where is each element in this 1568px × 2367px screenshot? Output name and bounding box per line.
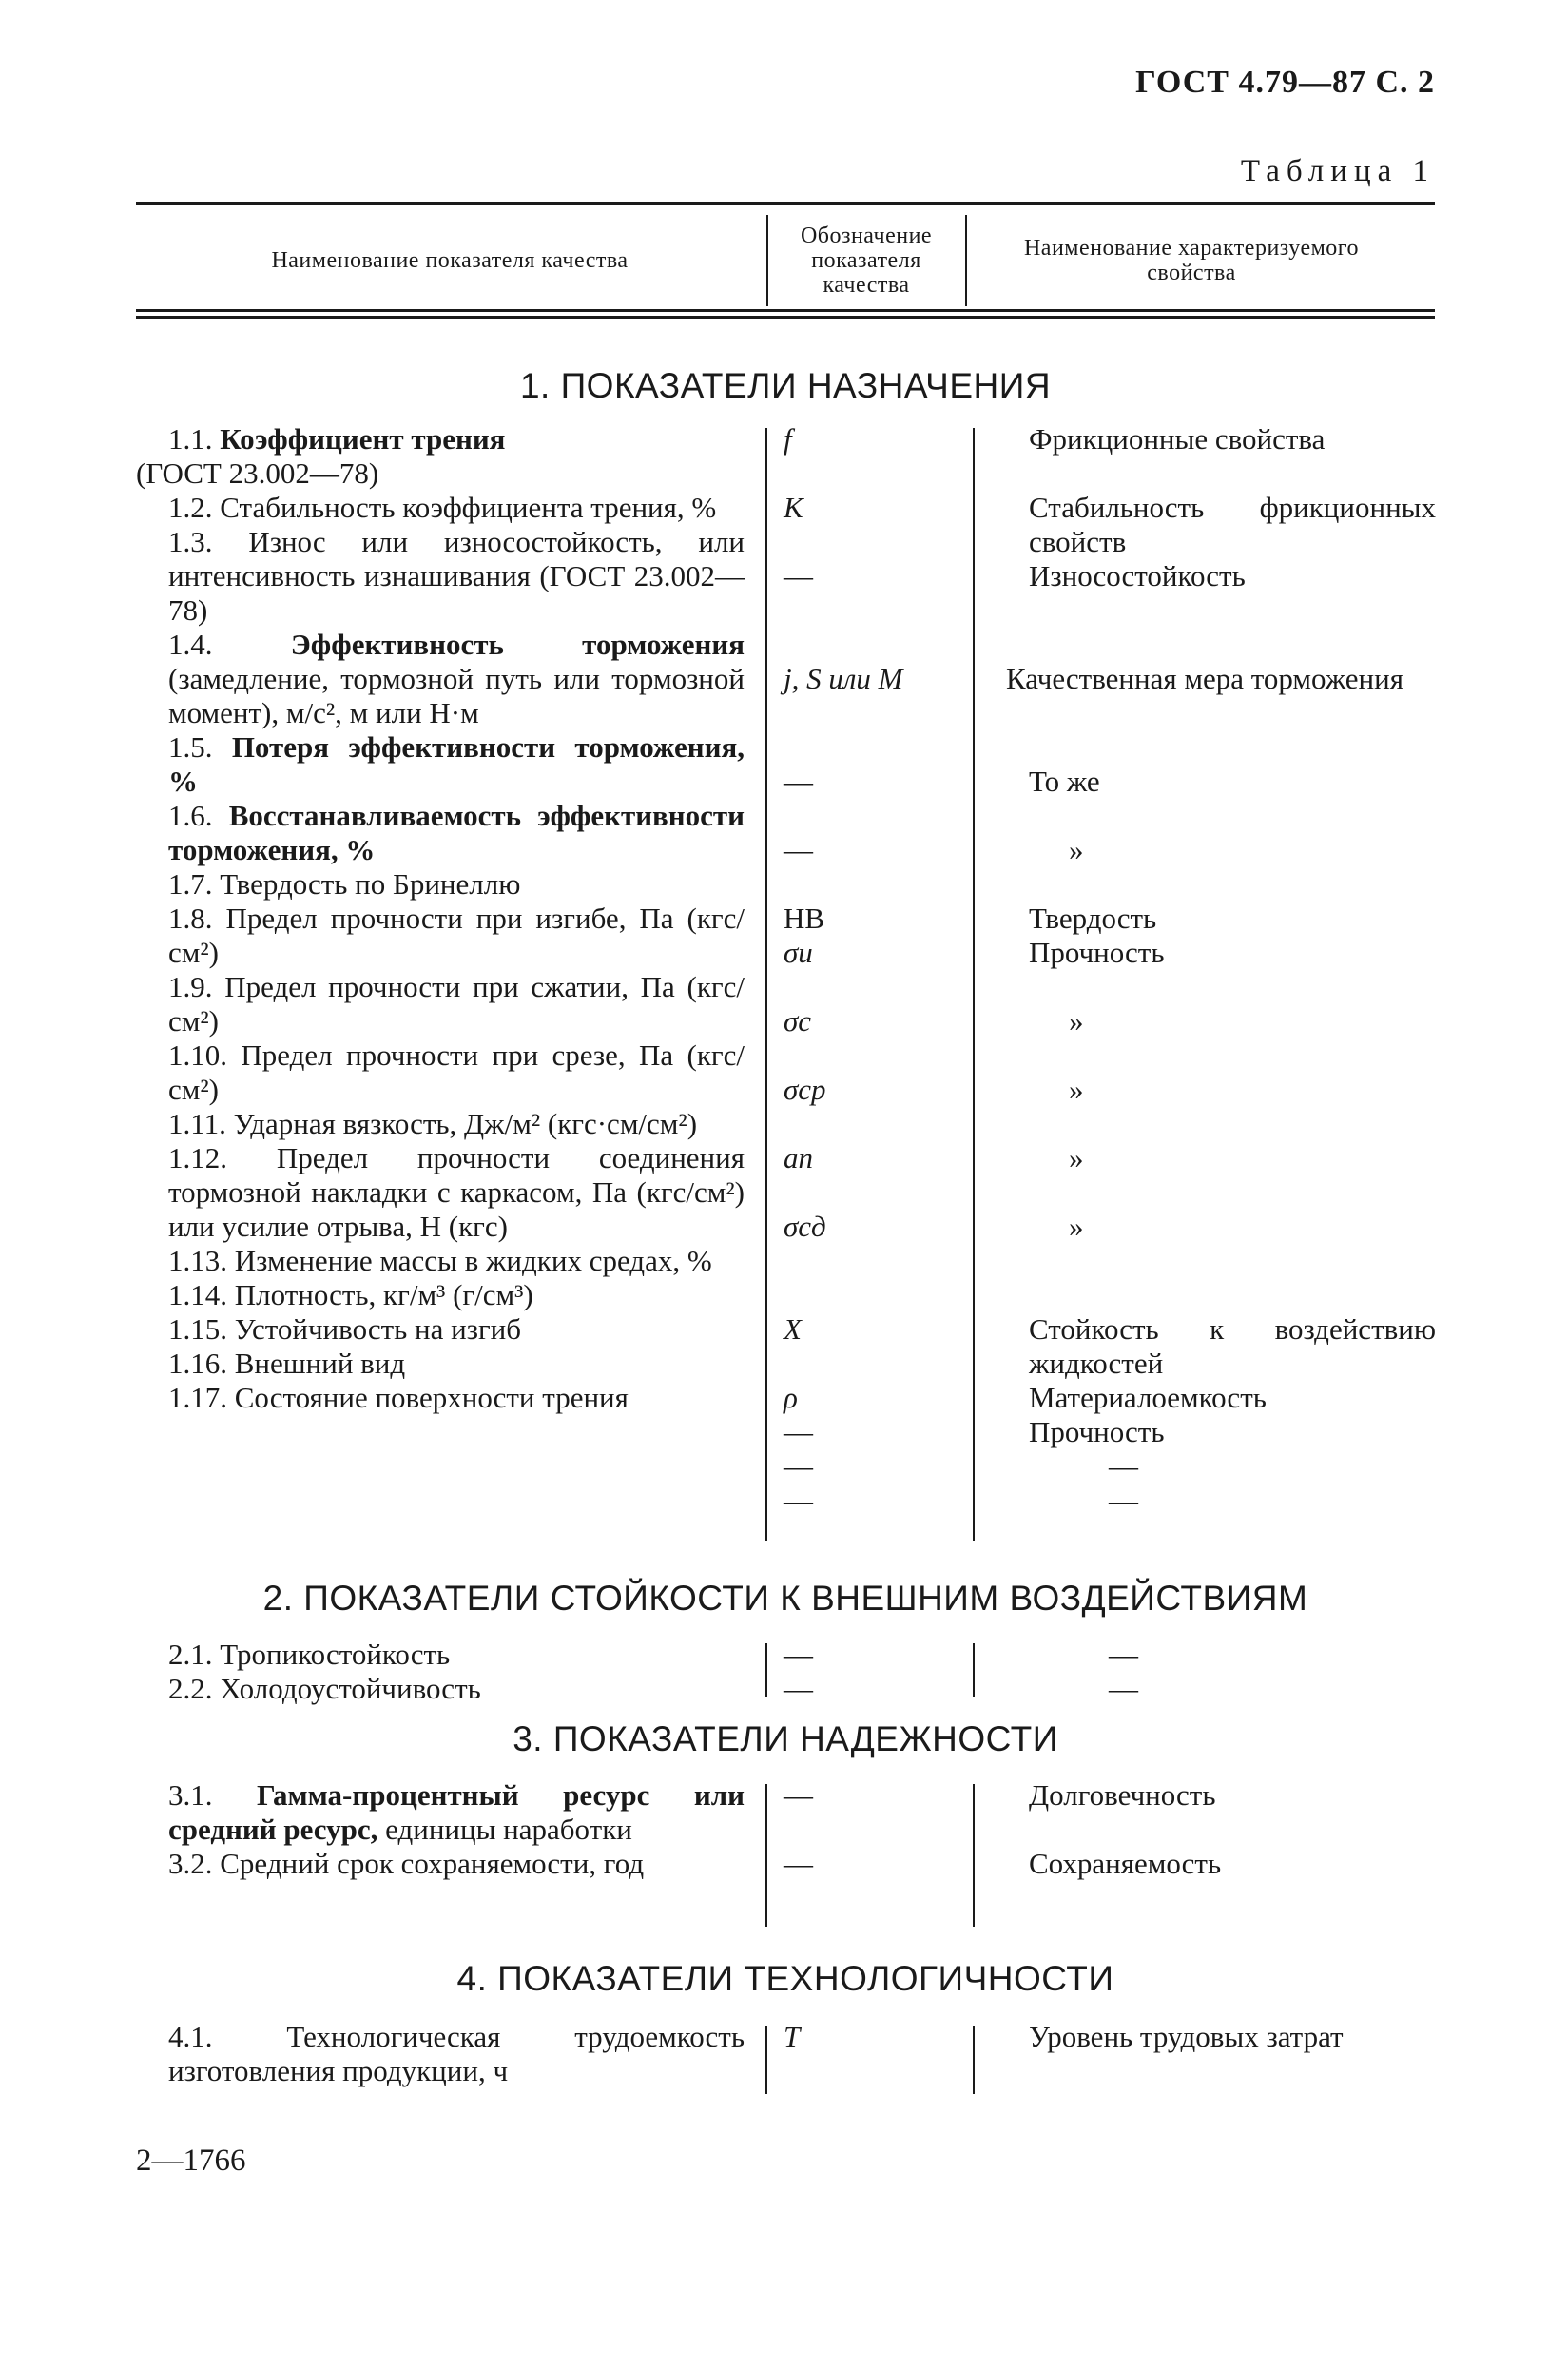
row-property: Материалоемкость (1029, 1381, 1267, 1414)
row-symbol: ρ (784, 1381, 798, 1414)
row-name: Предел прочности соединения тормозной накладки с каркасом, Па (кгс/см²) или усилие отрыва, Н (кгс) (168, 1141, 745, 1243)
row-property: Долговечность (1029, 1778, 1216, 1812)
column-divider (765, 2026, 767, 2094)
row-symbol: — (784, 1638, 813, 1671)
row-name: единицы наработки (385, 1813, 632, 1846)
row-number: 1.13. (168, 1244, 227, 1277)
row-symbol: — (784, 833, 813, 866)
row-name: Ударная вязкость, Дж/м² (кгс·см/см²) (233, 1107, 698, 1140)
table-row (136, 902, 745, 970)
table-row (136, 628, 745, 730)
row-name: Предел прочности при срезе, Па (кгс/см²) (168, 1038, 745, 1106)
row-name: Холодоустойчивость (220, 1672, 481, 1705)
row-name-bold: Потеря эффективности торможения, % (168, 730, 745, 798)
row-name-bold: Эффективность торможения (290, 628, 745, 661)
row-symbol: X (784, 1312, 802, 1346)
row-name: Устойчивость на изгиб (234, 1312, 522, 1346)
row-symbol: — (784, 1672, 813, 1705)
row-property: Стабильность фрикционных свойств (1029, 491, 1436, 558)
row-name: Средний срок сохраняемости, год (220, 1847, 645, 1880)
row-property: Твердость (1029, 902, 1157, 935)
table-row (136, 1381, 745, 1415)
row-number: 1.14. (168, 1278, 227, 1311)
row-name-bold: Восстанавливаемость эффективности торможения, % (168, 799, 745, 866)
row-property: — (1109, 1672, 1138, 1705)
table-row (136, 1038, 745, 1107)
table-row (136, 1638, 745, 1672)
table-top-rule (136, 202, 1435, 205)
section-1-names (136, 422, 745, 1415)
row-name: Предел прочности при изгибе, Па (кгс/см²) (168, 902, 745, 969)
row-property: — (1109, 1484, 1138, 1517)
row-number: 1.7. (168, 867, 213, 901)
row-name-bold: Коэффициент трения (220, 422, 506, 456)
table-row (136, 491, 745, 525)
row-number: 1.12. (168, 1141, 227, 1174)
row-number: 3.2. (168, 1847, 213, 1880)
row-number: 1.1. (168, 422, 213, 456)
column-divider (765, 428, 767, 1541)
header-divider (766, 215, 768, 306)
row-number: 1.6. (168, 799, 213, 832)
row-symbol: σи (784, 936, 813, 969)
row-number: 4.1. (168, 2020, 213, 2053)
row-symbol: σсд (784, 1210, 826, 1243)
row-number: 1.4. (168, 628, 213, 661)
column-divider (765, 1784, 767, 1927)
column-divider (973, 2026, 975, 2094)
section-heading: 1. ПОКАЗАТЕЛИ НАЗНАЧЕНИЯ (519, 366, 1052, 405)
row-property: Сохраняемость (1029, 1847, 1222, 1880)
row-property: Уровень трудовых затрат (1029, 2020, 1344, 2053)
row-property: — (1109, 1449, 1138, 1483)
row-name: Твердость по Бринеллю (220, 867, 521, 901)
row-name-bold: Гамма-процентный ресурс или средний ресурс, (168, 1778, 745, 1846)
section-heading: 3. ПОКАЗАТЕЛИ НАДЕЖНОСТИ (513, 1719, 1058, 1758)
table-row (136, 1244, 745, 1278)
row-name: Состояние поверхности трения (234, 1381, 629, 1414)
row-property: Износостойкость (1029, 559, 1246, 592)
row-symbol: — (784, 1778, 813, 1812)
row-symbol: aп (784, 1141, 813, 1174)
table-caption: Таблица 1 (1240, 154, 1435, 188)
row-name: (замедление, тормозной путь или тормозной момент), м/с², м или Н·м (168, 662, 745, 729)
row-property: » (1069, 1073, 1084, 1106)
row-property: » (1069, 1141, 1084, 1174)
row-number: 1.10. (168, 1038, 227, 1072)
row-symbol: T (784, 2020, 801, 2053)
column-divider (973, 428, 975, 1541)
row-symbol: K (784, 491, 803, 524)
row-property: То же (1029, 765, 1100, 798)
row-symbol: σср (784, 1073, 826, 1106)
row-name: Технологическая трудоемкость изготовления продукции, ч (168, 2020, 745, 2087)
header-property: Наименование характеризуемого свойства (1023, 236, 1360, 285)
row-property: Прочность (1029, 936, 1165, 969)
row-number: 1.9. (168, 970, 213, 1003)
row-name: Изменение массы в жидких средах, % (234, 1244, 712, 1277)
table-row (136, 867, 745, 902)
table-row (136, 970, 745, 1038)
row-symbol: — (784, 1415, 813, 1448)
table-row (136, 1672, 745, 1706)
table-row (136, 1847, 745, 1881)
row-property: Прочность (1029, 1415, 1165, 1448)
row-property: Фрикционные свойства (1029, 422, 1326, 456)
row-name: Плотность, кг/м³ (г/см³) (234, 1278, 533, 1311)
row-symbol: — (784, 1449, 813, 1483)
row-property: » (1069, 1004, 1084, 1038)
table-row (136, 799, 745, 867)
row-property: Стойкость к воздействию жидкостей (1029, 1312, 1436, 1380)
row-number: 1.5. (168, 730, 213, 764)
header-quality-indicator: Наименование показателя качества (271, 248, 629, 273)
table-row (136, 1312, 745, 1347)
column-divider (973, 1784, 975, 1927)
row-name: Внешний вид (234, 1347, 406, 1380)
row-number: 1.15. (168, 1312, 227, 1346)
row-property: » (1069, 833, 1084, 866)
table-row (136, 422, 745, 491)
row-symbol: — (784, 559, 813, 592)
row-name: (ГОСТ 23.002—78) (136, 456, 379, 490)
table-header-rule (136, 316, 1435, 319)
row-symbol: j, S или M (784, 662, 903, 695)
header-designation: Обозначение показателя качества (800, 223, 933, 298)
table-row (136, 730, 745, 799)
row-symbol: — (784, 765, 813, 798)
table-row (136, 1347, 745, 1381)
row-number: 2.1. (168, 1638, 213, 1671)
table-row (136, 1107, 745, 1141)
section-heading: 4. ПОКАЗАТЕЛИ ТЕХНОЛОГИЧНОСТИ (456, 1959, 1114, 1998)
section-heading: 2. ПОКАЗАТЕЛИ СТОЙКОСТИ К ВНЕШНИМ ВОЗДЕЙСТВИЯМ (262, 1579, 1308, 1618)
row-name: Стабильность коэффициента трения, % (220, 491, 717, 524)
row-name: Предел прочности при сжатии, Па (кгс/см²) (168, 970, 745, 1038)
header-divider (965, 215, 967, 306)
row-symbol: f (784, 422, 792, 456)
table-header-rule (136, 309, 1435, 312)
table-header (136, 202, 1435, 320)
table-row (136, 1278, 745, 1312)
row-number: 1.16. (168, 1347, 227, 1380)
row-property: — (1109, 1638, 1138, 1671)
row-property: Качественная мера торможения (1006, 662, 1403, 695)
document-reference: ГОСТ 4.79—87 С. 2 (1135, 65, 1435, 100)
table-row (136, 2020, 745, 2088)
row-number: 3.1. (168, 1778, 213, 1812)
row-name: Износ или износостойкость, или интенсивность изнашивания (ГОСТ 23.002—78) (168, 525, 745, 627)
row-symbol: — (784, 1847, 813, 1880)
column-divider (973, 1643, 975, 1697)
sheet-number: 2—1766 (136, 2144, 246, 2178)
row-name: Тропикостойкость (220, 1638, 451, 1671)
row-number: 1.3. (168, 525, 213, 558)
column-divider (765, 1643, 767, 1697)
row-symbol: σс (784, 1004, 812, 1038)
row-property: » (1069, 1210, 1084, 1243)
row-symbol: НВ (784, 902, 825, 935)
row-number: 2.2. (168, 1672, 213, 1705)
table-row (136, 1778, 745, 1847)
row-number: 1.11. (168, 1107, 226, 1140)
table-row (136, 525, 745, 628)
row-symbol: — (784, 1484, 813, 1517)
row-number: 1.8. (168, 902, 213, 935)
row-number: 1.2. (168, 491, 213, 524)
table-row (136, 1141, 745, 1244)
row-number: 1.17. (168, 1381, 227, 1414)
